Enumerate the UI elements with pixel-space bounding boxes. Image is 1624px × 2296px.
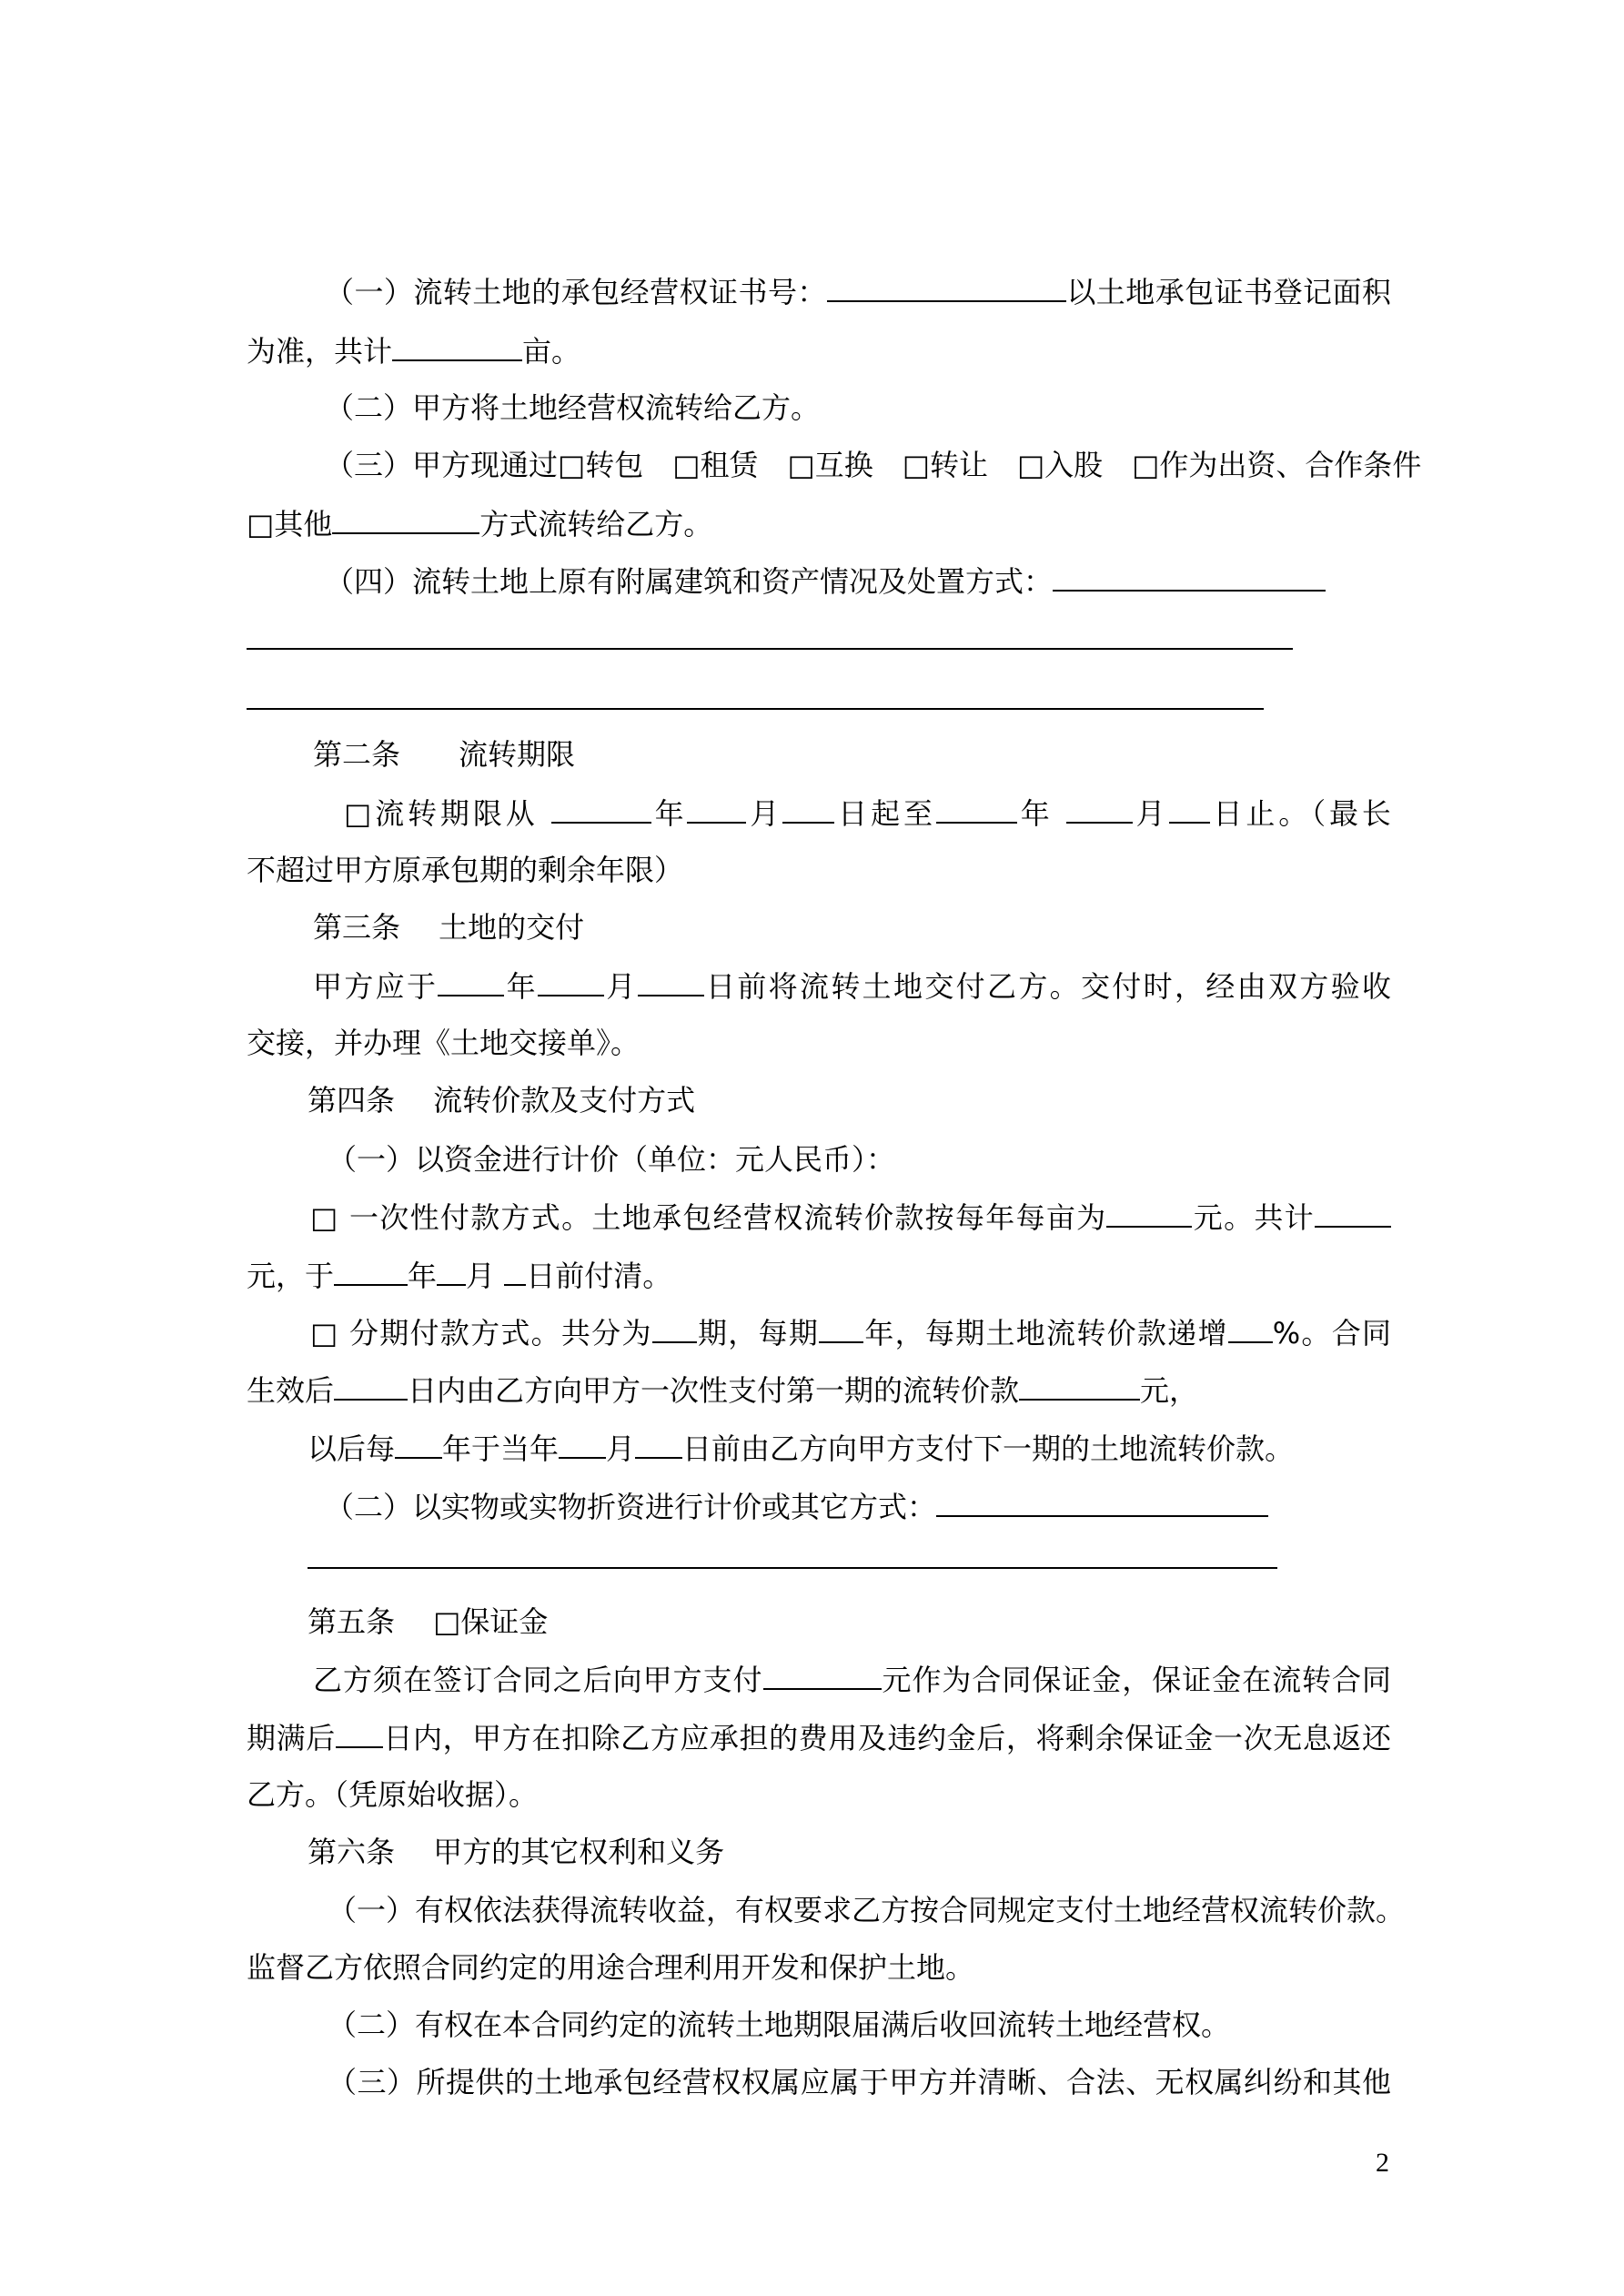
fill-in-blank[interactable]	[504, 1257, 526, 1286]
text-line	[247, 1371, 1198, 1409]
text-segment: 月	[604, 969, 638, 1004]
fill-in-blank[interactable]	[1053, 562, 1326, 592]
text-line	[344, 794, 1391, 832]
text-segment: 期满后	[247, 1721, 336, 1755]
text-segment: 年	[1016, 796, 1066, 831]
text-line	[308, 1834, 724, 1870]
fill-in-blank[interactable]	[438, 967, 504, 996]
text-segment: 日前由乙方向甲方支付下一期的土地流转价款。	[682, 1431, 1295, 1466]
fill-in-blank[interactable]	[652, 1314, 697, 1343]
fill-in-blank[interactable]	[334, 1257, 408, 1286]
text-segment: □流转期限从	[344, 796, 551, 831]
fill-in-blank[interactable]	[538, 967, 604, 996]
text-segment: 生效后	[247, 1373, 335, 1408]
fill-in-blank[interactable]	[819, 1314, 863, 1343]
text-segment: □ 一次性付款方式。土地承包经营权流转价款按每年每亩为	[310, 1200, 1107, 1235]
text-line	[328, 1141, 895, 1178]
fill-in-rule	[247, 648, 1293, 650]
text-line	[247, 332, 580, 369]
fill-in-blank[interactable]	[332, 505, 479, 534]
fill-in-blank[interactable]	[827, 273, 1066, 302]
fill-in-blank[interactable]	[437, 1257, 466, 1286]
text-segment: □其他	[247, 507, 333, 541]
text-segment: 月	[466, 1259, 505, 1293]
fill-in-rule	[247, 708, 1264, 710]
text-line	[310, 1199, 1391, 1236]
text-segment: （二）有权在本合同约定的流转土地期限届满后收回流转土地经营权。	[328, 2008, 1231, 2042]
text-segment: 交接，并办理《土地交接单》。	[247, 1026, 641, 1060]
text-segment: 第六条 甲方的其它权利和义务	[308, 1835, 725, 1869]
fill-in-blank[interactable]	[638, 967, 704, 996]
text-segment: 日前付清。	[526, 1259, 672, 1293]
text-segment: 元。共计	[1192, 1200, 1315, 1235]
text-line	[247, 1719, 1391, 1756]
fill-in-blank[interactable]	[551, 794, 651, 824]
text-segment: 第三条 土地的交付	[313, 910, 585, 945]
fill-in-blank[interactable]	[936, 1488, 1268, 1517]
fill-in-blank[interactable]	[1228, 1314, 1273, 1343]
text-line	[313, 909, 584, 946]
text-segment: 年，每期土地流转价款递增	[863, 1316, 1228, 1350]
fill-in-blank[interactable]	[336, 1719, 383, 1748]
fill-in-blank[interactable]	[392, 332, 522, 361]
text-segment: 年	[504, 969, 538, 1004]
text-line	[313, 736, 575, 773]
text-segment: 月	[606, 1431, 636, 1466]
text-line	[313, 967, 1391, 1005]
text-line	[247, 505, 712, 542]
fill-in-blank[interactable]	[1315, 1199, 1391, 1228]
fill-in-rule	[308, 1567, 1277, 1569]
fill-in-blank[interactable]	[687, 794, 746, 824]
text-segment: 乙方须在签订合同之后向甲方支付	[313, 1663, 763, 1697]
text-segment: 期，每期	[696, 1316, 820, 1350]
text-segment: 月	[746, 796, 783, 831]
text-segment: 甲方应于	[313, 969, 439, 1004]
text-segment: 为准，共计	[247, 334, 393, 369]
text-segment: 不超过甲方原承包期的剩余年限）	[247, 853, 684, 887]
text-segment: 元，于	[247, 1259, 335, 1293]
text-segment: 日前将流转土地交付乙方。交付时，经由双方验收	[703, 969, 1391, 1004]
text-segment: 第四条 流转价款及支付方式	[308, 1083, 696, 1118]
text-segment: （三）所提供的土地承包经营权权属应属于甲方并清晰、合法、无权属纠纷和其他	[328, 2065, 1391, 2099]
text-segment: （一）以资金进行计价（单位：元人民币）：	[328, 1142, 896, 1177]
text-segment: 亩。	[522, 334, 581, 369]
fill-in-blank[interactable]	[395, 1430, 442, 1459]
text-line	[247, 1257, 671, 1294]
fill-in-blank[interactable]	[782, 794, 834, 824]
text-line	[308, 1603, 548, 1640]
text-line	[328, 2064, 1391, 2100]
text-segment: 第二条 流转期限	[313, 737, 576, 772]
text-segment: 年	[408, 1259, 438, 1293]
text-segment: 年于当年	[442, 1431, 560, 1466]
text-line	[325, 1488, 1268, 1525]
fill-in-blank[interactable]	[635, 1430, 682, 1459]
text-line	[313, 1661, 1391, 1698]
text-segment: 以土地承包证书登记面积	[1065, 275, 1391, 309]
text-line	[325, 447, 1422, 483]
fill-in-blank[interactable]	[1066, 794, 1133, 824]
text-segment: 日内由乙方向甲方一次性支付第一期的流转价款	[408, 1373, 1020, 1408]
text-line	[247, 1025, 640, 1061]
text-segment: 日起至	[834, 796, 936, 831]
fill-in-blank[interactable]	[334, 1371, 408, 1401]
text-line	[308, 1430, 1294, 1467]
text-segment: （二）以实物或实物折资进行计价或其它方式：	[325, 1490, 937, 1524]
text-segment: 日止。（最长	[1209, 796, 1391, 831]
text-segment: 月	[1132, 796, 1169, 831]
text-segment: （二）甲方将土地经营权流转给乙方。	[325, 390, 821, 425]
text-segment: 乙方。（凭原始收据）。	[247, 1777, 539, 1812]
fill-in-blank[interactable]	[763, 1661, 882, 1690]
fill-in-blank[interactable]	[1106, 1199, 1192, 1228]
fill-in-blank[interactable]	[1169, 794, 1210, 824]
text-line	[328, 2007, 1230, 2043]
page-number: 2	[1376, 2148, 1389, 2178]
fill-in-blank[interactable]	[936, 794, 1017, 824]
text-segment: 监督乙方依照合同约定的用途合理利用开发和保护土地。	[247, 1950, 975, 1985]
text-segment: （一）有权依法获得流转收益，有权要求乙方按合同规定支付土地经营权流转价款。	[328, 1893, 1406, 1927]
text-segment: 元作为合同保证金，保证金在流转合同	[881, 1663, 1391, 1697]
text-segment: %。合同	[1272, 1316, 1391, 1350]
text-segment: 方式流转给乙方。	[479, 507, 713, 541]
text-line	[325, 273, 1391, 310]
text-segment: （一）流转土地的承包经营权证书号：	[325, 275, 827, 309]
text-line	[247, 852, 683, 888]
text-line	[310, 1314, 1391, 1351]
text-line	[325, 389, 820, 426]
text-segment: 元，	[1140, 1373, 1199, 1408]
text-segment: 日内，甲方在扣除乙方应承担的费用及违约金后，将剩余保证金一次无息返还	[382, 1721, 1391, 1755]
text-line	[247, 1776, 538, 1813]
text-line	[328, 1892, 1406, 1928]
text-segment: 年	[651, 796, 688, 831]
text-line	[247, 1949, 974, 1986]
text-segment: （四）流转土地上原有附属建筑和资产情况及处置方式：	[325, 564, 1054, 599]
fill-in-blank[interactable]	[1019, 1371, 1140, 1401]
fill-in-blank[interactable]	[559, 1430, 606, 1459]
text-segment: 第五条 □保证金	[308, 1604, 549, 1639]
text-segment: （三）甲方现通过□转包 □租赁 □互换 □转让 □入股 □作为出资、合作条件	[325, 448, 1422, 482]
text-segment: 以后每	[308, 1431, 396, 1466]
text-line	[308, 1082, 695, 1118]
text-line	[325, 562, 1326, 600]
text-segment: □ 分期付款方式。共分为	[310, 1316, 652, 1350]
